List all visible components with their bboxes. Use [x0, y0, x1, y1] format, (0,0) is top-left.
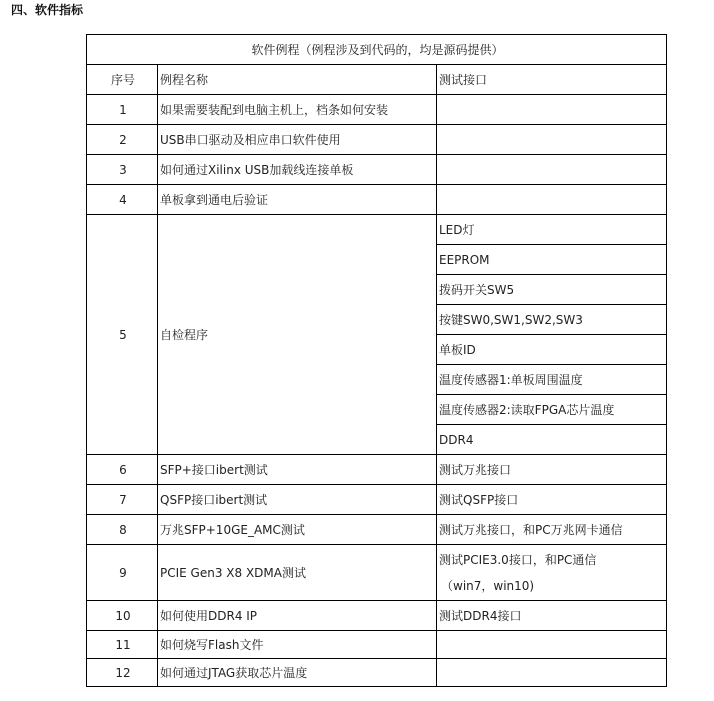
row-interface	[437, 95, 667, 125]
row-index: 10	[87, 601, 158, 631]
row-interface	[437, 155, 667, 185]
row-name: 如何通过Xilinx USB加载线连接单板	[158, 155, 437, 185]
row-index: 2	[87, 125, 158, 155]
table-caption-row	[87, 35, 667, 65]
row-name: PCIE Gen3 X8 XDMA测试	[158, 545, 437, 601]
table-row	[87, 485, 667, 515]
row-index: 3	[87, 155, 158, 185]
table-row	[87, 95, 667, 125]
row-name: QSFP接口ibert测试	[158, 485, 437, 515]
table-header-row	[87, 65, 667, 95]
table-row	[87, 215, 667, 245]
table-row	[87, 631, 667, 659]
table-row	[87, 155, 667, 185]
row-name: 万兆SFP+10GE_AMC测试	[158, 515, 437, 545]
row-interface: EEPROM	[437, 245, 667, 275]
row-index: 4	[87, 185, 158, 215]
row-name: 如果需要装配到电脑主机上，档条如何安装	[158, 95, 437, 125]
row-index: 8	[87, 515, 158, 545]
row-interface-cell	[437, 545, 667, 601]
row-interface	[437, 659, 667, 687]
row-index: 6	[87, 455, 158, 485]
header-index: 序号	[87, 65, 158, 95]
section-title: 四、软件指标	[11, 3, 84, 17]
table-row	[87, 601, 667, 631]
row-interface	[437, 125, 667, 155]
row-interface	[437, 185, 667, 215]
row-interface: LED灯	[437, 215, 667, 245]
row-interface-line2: （win7，win10)	[441, 578, 535, 593]
row-index: 5	[87, 215, 158, 455]
row-name: SFP+接口ibert测试	[158, 455, 437, 485]
row-name: 如何通过JTAG获取芯片温度	[158, 659, 437, 687]
row-interface: 按键SW0,SW1,SW2,SW3	[437, 305, 667, 335]
row-interface: 温度传感器1:单板周围温度	[437, 365, 667, 395]
table-caption: 软件例程（例程涉及到代码的，均是源码提供）	[87, 35, 667, 65]
row-index: 12	[87, 659, 158, 687]
table-row	[87, 125, 667, 155]
row-interface: 测试万兆接口，和PC万兆网卡通信	[437, 515, 667, 545]
row-name: 自检程序	[158, 215, 437, 455]
row-index: 1	[87, 95, 158, 125]
row-interface: 测试DDR4接口	[437, 601, 667, 631]
table-row	[87, 455, 667, 485]
table-row	[87, 185, 667, 215]
row-interface: 测试QSFP接口	[437, 485, 667, 515]
row-interface: 单板ID	[437, 335, 667, 365]
table-row	[87, 545, 667, 601]
row-interface: 测试万兆接口	[437, 455, 667, 485]
header-interface: 测试接口	[437, 65, 667, 95]
row-index: 9	[87, 545, 158, 601]
row-name: 单板拿到通电后验证	[158, 185, 437, 215]
row-interface: 温度传感器2:读取FPGA芯片温度	[437, 395, 667, 425]
row-interface: 拨码开关SW5	[437, 275, 667, 305]
software-spec-table	[86, 34, 667, 687]
row-interface: 测试PCIE3.0接口，和PC通信	[439, 552, 597, 567]
row-index: 11	[87, 631, 158, 659]
table-row	[87, 659, 667, 687]
header-name: 例程名称	[158, 65, 437, 95]
row-name: 如何使用DDR4 IP	[158, 601, 437, 631]
row-interface: DDR4	[437, 425, 667, 455]
row-index: 7	[87, 485, 158, 515]
row-name: 如何烧写Flash文件	[158, 631, 437, 659]
table-row	[87, 515, 667, 545]
row-name: USB串口驱动及相应串口软件使用	[158, 125, 437, 155]
row-interface	[437, 631, 667, 659]
